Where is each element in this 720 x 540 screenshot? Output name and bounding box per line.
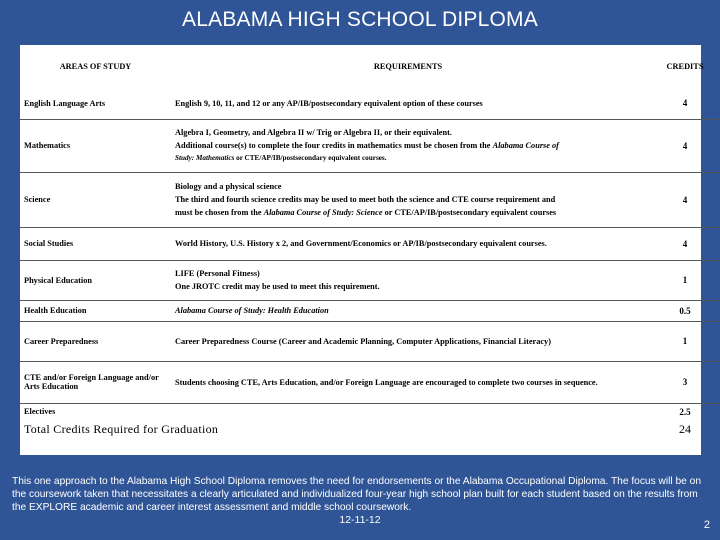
total-credits: 24 <box>679 422 691 436</box>
total-row <box>20 420 720 440</box>
credit-cell: 4 <box>682 238 688 249</box>
table-row <box>20 300 720 321</box>
area-cell: Mathematics <box>24 141 71 150</box>
requirement-cell: LIFE (Personal Fitness) One JROTC credit may be used to meet this requirement. <box>175 269 380 291</box>
header-requirements: REQUIREMENTS <box>373 62 443 71</box>
electives-label: Electives <box>24 407 56 416</box>
credit-cell: 1 <box>682 275 688 285</box>
table-row <box>20 172 720 227</box>
area-cell: English Language Arts <box>24 98 106 108</box>
credit-cell: 4 <box>682 140 688 151</box>
requirement-cell: Algebra I, Geometry, and Algebra II w/ Trig or Algebra II, or their equivalent. Additional course(s) to complete the four credits in mathematics must be chosen from the Alabama Course of Study: Mathematics or CTE/AP/IB/postsecondary equivalent courses. <box>175 128 559 162</box>
table-row <box>20 227 720 260</box>
table-row <box>20 321 720 361</box>
credit-cell: 3 <box>682 377 688 387</box>
area-cell: Health Education <box>24 306 87 315</box>
electives-row <box>20 403 720 420</box>
requirement-cell: Career Preparedness Course (Career and Academic Planning, Computer Applications, Financial Literacy) <box>175 336 551 346</box>
table-row <box>20 88 720 119</box>
header-credits: CREDITS <box>666 62 704 71</box>
area-cell: Physical Education <box>24 275 92 285</box>
credit-cell: 4 <box>682 98 688 109</box>
requirement-cell: Biology and a physical science The third and fourth science credits may be used to meet both the science and CTE course requirement and must be chosen from the Alabama Course of Study: Science or CTE/AP/IB/postsecondary equivalent courses <box>175 182 557 217</box>
header-areas-of-study: AREAS OF STUDY <box>59 62 132 71</box>
requirement-cell: English 9, 10, 11, and 12 or any AP/IB/postsecondary equivalent option of these courses <box>175 98 483 108</box>
page-number: 2 <box>703 519 710 531</box>
credit-cell: 1 <box>682 336 688 346</box>
diploma-requirements-sheet <box>20 45 704 455</box>
area-cell: Career Preparedness <box>24 336 99 346</box>
footer-note: This one approach to the Alabama High School Diploma removes the need for endorsements or the Alabama Occupational Diploma. The focus will be on the coursework taken that necessitates a clearly articulated and individualized four-year high school plan built for each student based on the results from the EXPLORE academic and career interest assessment and middle school coursework. <box>12 476 701 513</box>
page-title: ALABAMA HIGH SCHOOL DIPLOMA <box>182 8 538 31</box>
area-cell: Science <box>24 195 51 204</box>
electives-credits: 2.5 <box>679 406 691 417</box>
requirement-cell: Students choosing CTE, Arts Education, and/or Foreign Language are encouraged to complete two courses in sequence. <box>175 377 598 387</box>
area-cell: Social Studies <box>24 239 74 248</box>
table-row <box>20 260 720 300</box>
credit-cell: 4 <box>682 194 688 205</box>
table-row <box>20 361 720 403</box>
area-cell: CTE and/or Foreign Language and/or Arts Education <box>24 373 159 391</box>
credit-cell: 0.5 <box>679 305 691 316</box>
requirements-table <box>20 45 720 440</box>
requirement-cell: World History, U.S. History x 2, and Government/Economics or AP/IB/postsecondary equivalent courses. <box>175 239 547 248</box>
table-row <box>20 119 720 172</box>
total-label: Total Credits Required for Graduation <box>24 422 219 436</box>
date-label: 12-11-12 <box>339 514 381 526</box>
requirement-cell: Alabama Course of Study: Health Education <box>175 306 329 315</box>
